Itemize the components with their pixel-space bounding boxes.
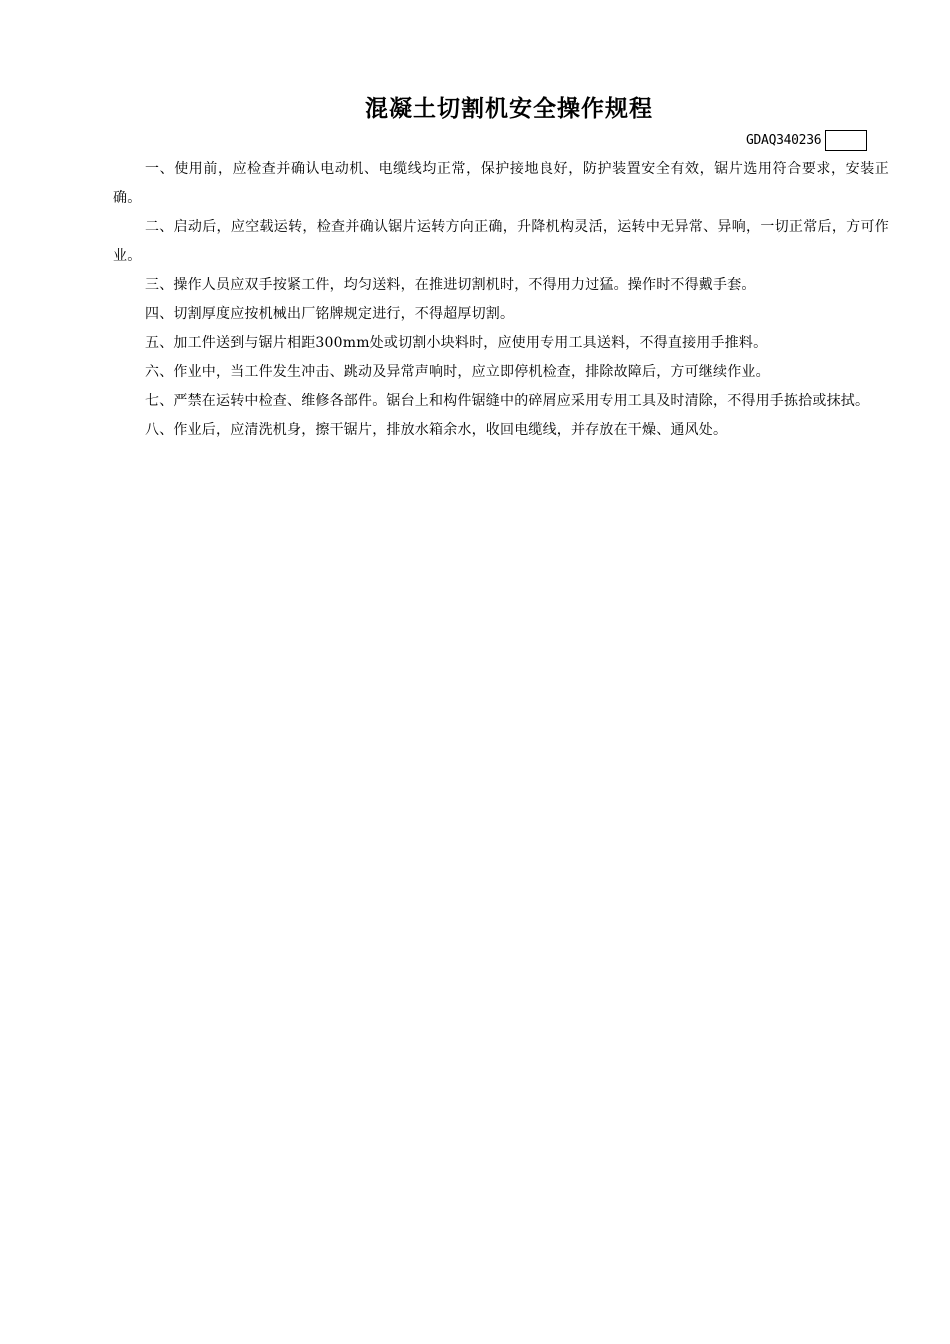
code-box — [825, 130, 867, 151]
paragraph-6: 六、作业中，当工件发生冲击、跳动及异常声响时，应立即停机检查，排除故障后，方可继续作业。 — [145, 364, 770, 380]
document-title: 混凝土切割机安全操作规程 — [365, 96, 653, 122]
paragraph-2: 二、启动后，应空载运转，检查并确认锯片运转方向正确，升降机构灵活，运转中无异常、异响，一切正常后，方可作业。 — [113, 219, 889, 264]
paragraph-8: 八、作业后，应清洗机身，擦干锯片，排放水箱余水，收回电缆线，并存放在干燥、通风处。 — [145, 422, 728, 438]
paragraph-5: 五、加工件送到与锯片相距300mm处或切割小块料时，应使用专用工具送料，不得直接用手推料。 — [145, 335, 768, 351]
paragraph-3: 三、操作人员应双手按紧工件，均匀送料，在推进切割机时，不得用力过猛。操作时不得戴手套。 — [145, 277, 756, 293]
document-body — [113, 155, 889, 445]
paragraph-7: 七、严禁在运转中检查、维修各部件。锯台上和构件锯缝中的碎屑应采用专用工具及时清除，不得用手拣拾或抹拭。 — [145, 393, 870, 409]
document-code: GDAQ340236 — [746, 133, 822, 148]
document-code-row — [746, 130, 821, 152]
paragraph-4: 四、切割厚度应按机械出厂铭牌规定进行，不得超厚切割。 — [145, 306, 515, 322]
paragraph-1: 一、使用前，应检查并确认电动机、电缆线均正常，保护接地良好，防护装置安全有效，锯片选用符合要求，安装正确。 — [113, 161, 889, 206]
